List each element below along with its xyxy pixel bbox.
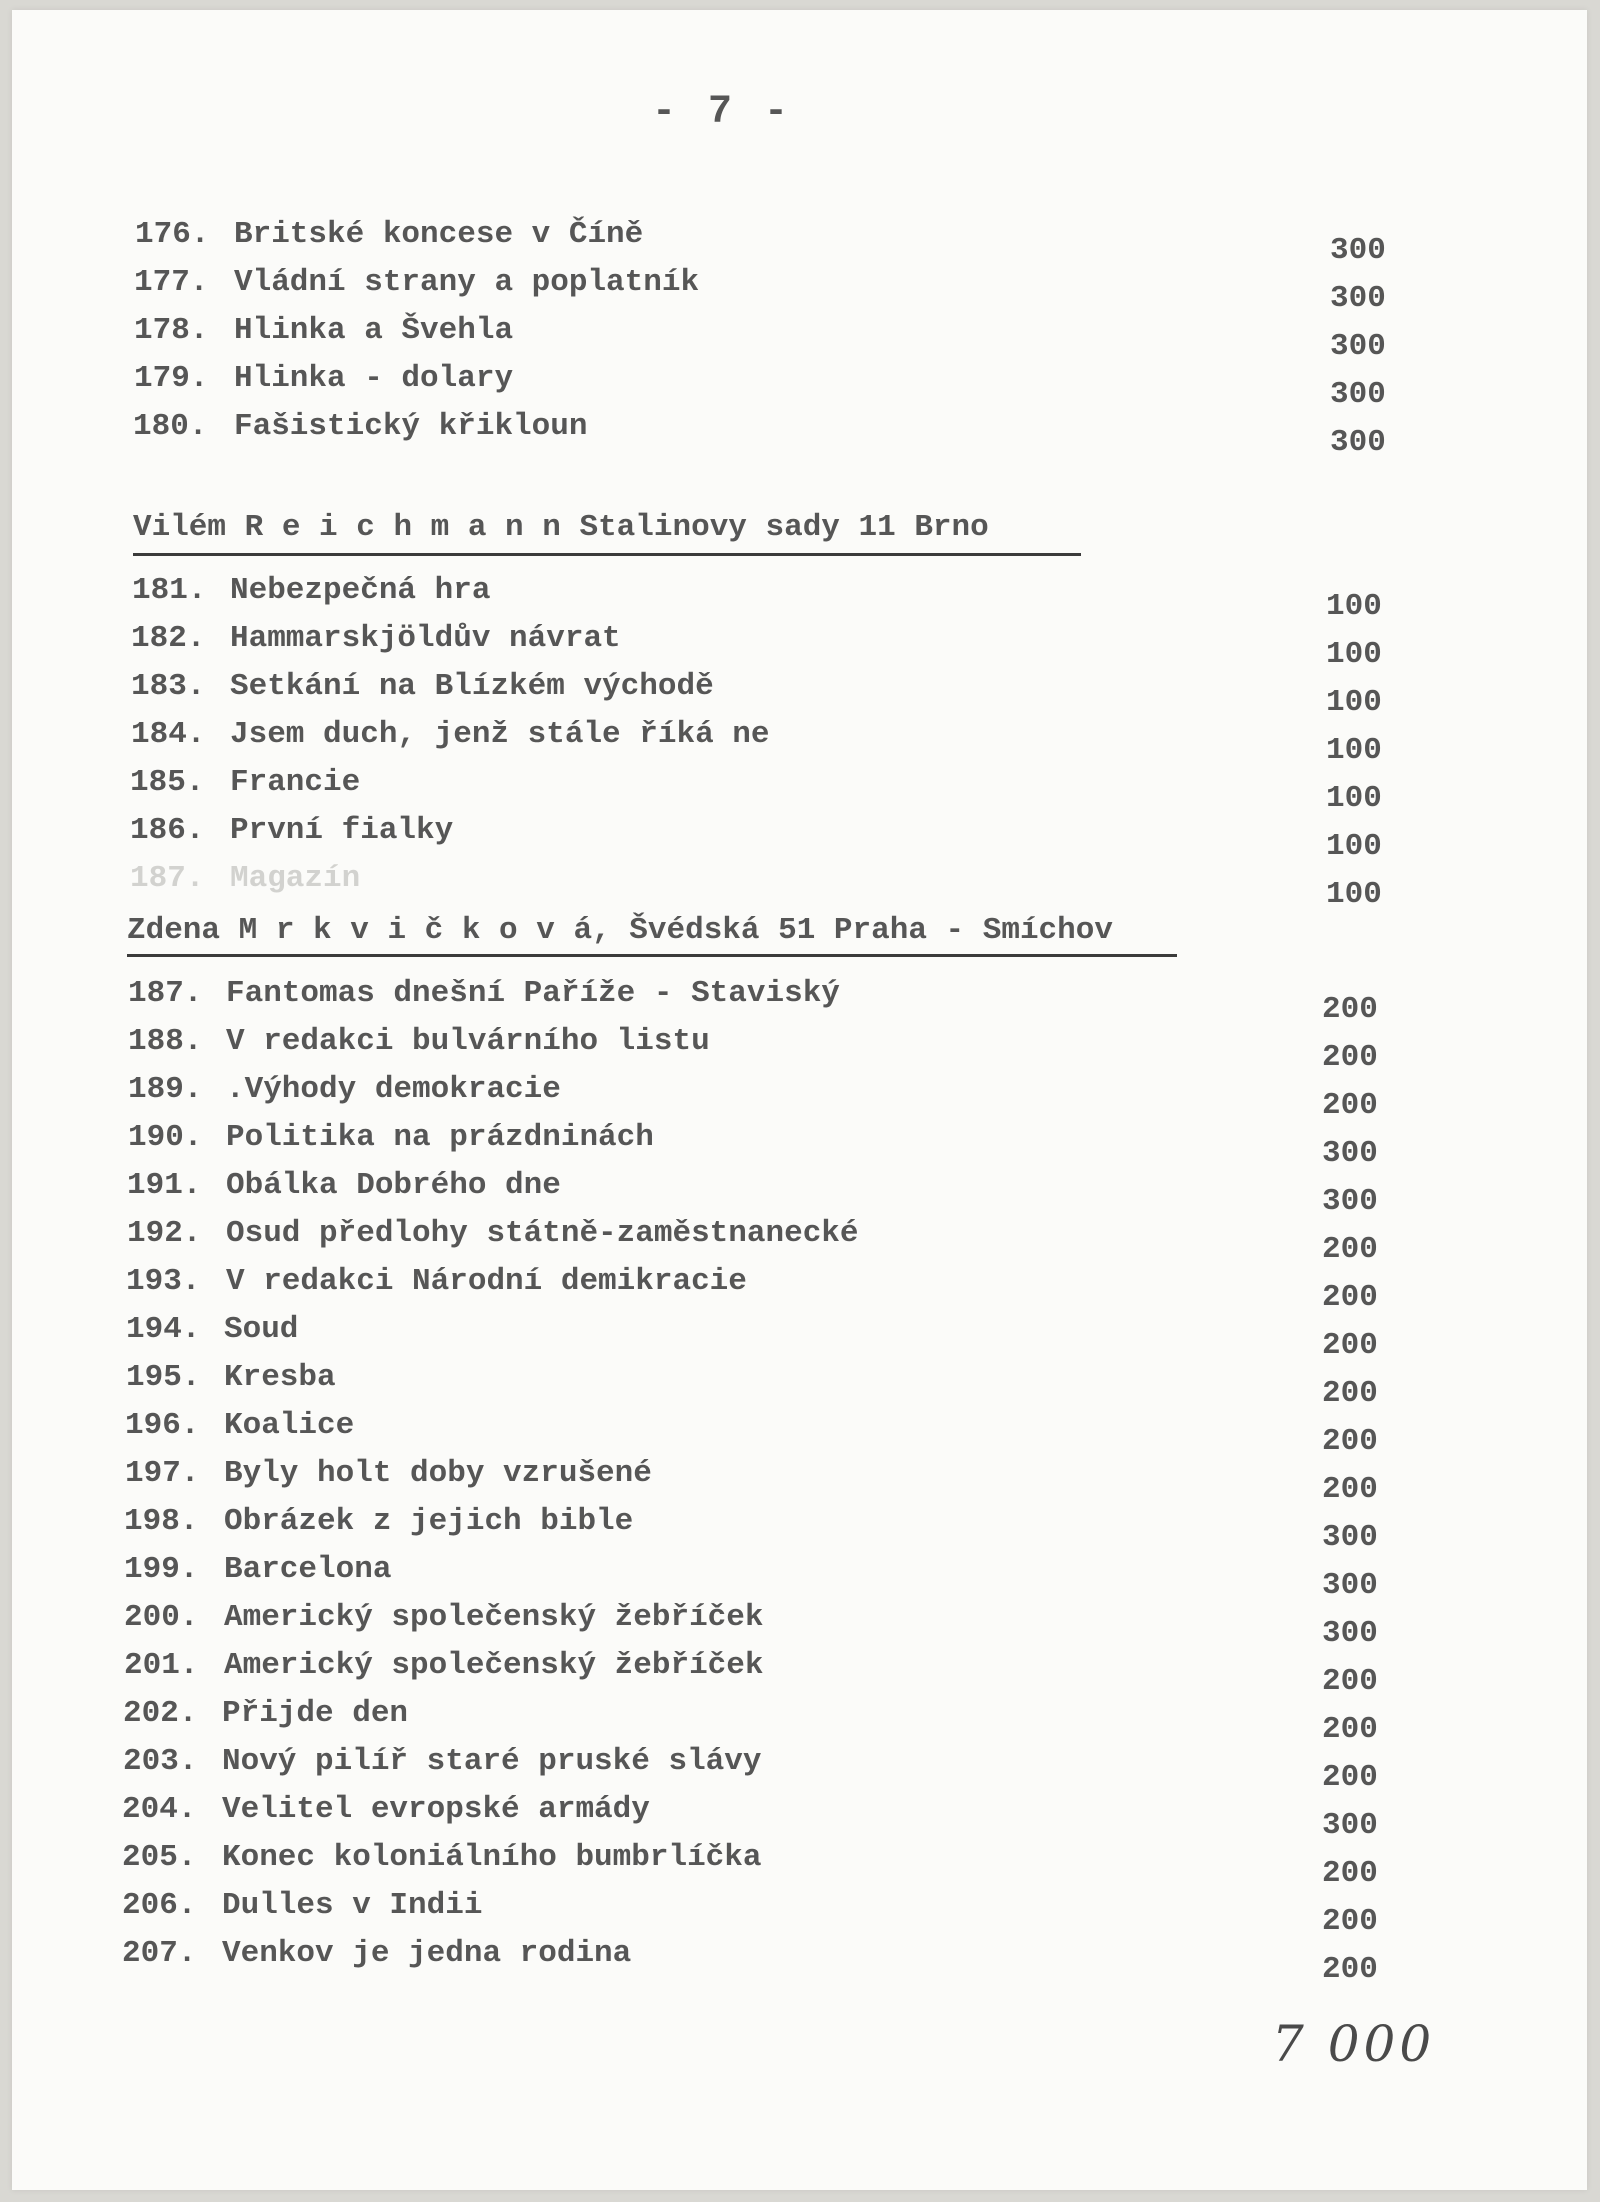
- entry-number: 177.: [134, 265, 209, 300]
- section-header-reichmann: Vilém R e i c h m a n n Stalinovy sady 11 Brno: [133, 510, 989, 545]
- list-item: [12, 621, 1587, 672]
- entry-amount: 200: [1322, 1904, 1378, 1939]
- entry-title: Dulles v Indii: [222, 1888, 483, 1923]
- list-item: [12, 1312, 1587, 1363]
- list-item: [12, 1168, 1587, 1219]
- list-item: [12, 313, 1587, 364]
- list-item: [12, 717, 1587, 768]
- entry-amount: 200: [1322, 992, 1378, 1027]
- list-item: [12, 976, 1587, 1027]
- entry-number: 195.: [126, 1360, 201, 1395]
- entry-title: .Výhody demokracie: [226, 1072, 561, 1107]
- entry-title: Obálka Dobrého dne: [226, 1168, 561, 1203]
- entry-number: 182.: [131, 621, 206, 656]
- entry-number: 199.: [124, 1552, 199, 1587]
- entry-title: Fašistický křikloun: [234, 409, 588, 444]
- entry-amount: 300: [1322, 1808, 1378, 1843]
- entry-amount: 200: [1322, 1280, 1378, 1315]
- list-item: [12, 361, 1587, 412]
- list-item: [12, 861, 1587, 912]
- list-item: [12, 1456, 1587, 1507]
- entry-amount: 200: [1322, 1424, 1378, 1459]
- entry-amount: 100: [1326, 733, 1382, 768]
- entry-number: 197.: [125, 1456, 200, 1491]
- entry-title: Konec koloniálního bumbrlíčka: [222, 1840, 762, 1875]
- entry-number: 191.: [127, 1168, 202, 1203]
- list-item: [12, 1360, 1587, 1411]
- entry-amount: 200: [1322, 1376, 1378, 1411]
- entry-number: 194.: [126, 1312, 201, 1347]
- list-item: [12, 669, 1587, 720]
- entry-number: 204.: [122, 1792, 197, 1827]
- entry-amount: 300: [1330, 281, 1386, 316]
- entry-number: 186.: [130, 813, 205, 848]
- entry-amount: 200: [1322, 1472, 1378, 1507]
- page-number: - 7 -: [652, 90, 793, 135]
- list-item: [12, 1120, 1587, 1171]
- list-item: [12, 1552, 1587, 1603]
- section-header-mrkvickova: Zdena M r k v i č k o v á, Švédská 51 Praha - Smíchov: [127, 913, 1113, 948]
- entry-amount: 300: [1322, 1616, 1378, 1651]
- entry-number: 180.: [133, 409, 208, 444]
- list-item: [12, 1888, 1587, 1939]
- entry-number: 200.: [124, 1600, 199, 1635]
- entry-amount: 300: [1330, 233, 1386, 268]
- entry-number: 190.: [128, 1120, 203, 1155]
- entry-amount: 300: [1322, 1520, 1378, 1555]
- list-item: [12, 1216, 1587, 1267]
- entry-amount: 200: [1322, 1952, 1378, 1987]
- entry-number: 185.: [130, 765, 205, 800]
- entry-amount: 200: [1322, 1040, 1378, 1075]
- document-page: [12, 10, 1587, 2190]
- entry-title: V redakci Národní demikracie: [226, 1264, 747, 1299]
- entry-title: Hlinka a Švehla: [234, 313, 514, 348]
- list-item: [12, 1840, 1587, 1891]
- entry-title: Osud předlohy státně-zaměstnanecké: [226, 1216, 859, 1251]
- entry-amount: 300: [1330, 329, 1386, 364]
- list-item: [12, 1648, 1587, 1699]
- entry-title: Soud: [224, 1312, 299, 1347]
- entries-list: [12, 10, 1587, 2190]
- list-item: [12, 573, 1587, 624]
- entry-title: Magazín: [230, 861, 361, 896]
- entry-number: 205.: [122, 1840, 197, 1875]
- list-item: [12, 217, 1587, 268]
- entry-title: Kresba: [224, 1360, 336, 1395]
- entry-number: 192.: [127, 1216, 202, 1251]
- entry-title: V redakci bulvárního listu: [226, 1024, 710, 1059]
- entry-title: Přijde den: [222, 1696, 409, 1731]
- entry-number: 184.: [131, 717, 206, 752]
- entry-number: 207.: [122, 1936, 197, 1971]
- entry-number: 188.: [128, 1024, 203, 1059]
- entry-number: 187.: [130, 861, 205, 896]
- list-item: [12, 1024, 1587, 1075]
- entry-title: Hammarskjöldův návrat: [230, 621, 621, 656]
- list-item: [12, 1744, 1587, 1795]
- entry-amount: 100: [1326, 685, 1382, 720]
- entry-title: Francie: [230, 765, 361, 800]
- entry-amount: 200: [1322, 1232, 1378, 1267]
- entry-amount: 100: [1326, 877, 1382, 912]
- entry-number: 203.: [123, 1744, 198, 1779]
- entry-amount: 300: [1330, 425, 1386, 460]
- entry-title: Nebezpečná hra: [230, 573, 491, 608]
- entry-amount: 300: [1322, 1184, 1378, 1219]
- entry-number: 196.: [125, 1408, 200, 1443]
- entry-title: Britské koncese v Číně: [234, 217, 644, 252]
- entry-amount: 300: [1322, 1568, 1378, 1603]
- list-item: [12, 1600, 1587, 1651]
- list-item: [12, 1408, 1587, 1459]
- list-item: [12, 1696, 1587, 1747]
- entry-title: Jsem duch, jenž stále říká ne: [230, 717, 770, 752]
- entry-amount: 200: [1322, 1712, 1378, 1747]
- entry-number: 179.: [134, 361, 209, 396]
- entry-number: 206.: [122, 1888, 197, 1923]
- entry-amount: 100: [1326, 637, 1382, 672]
- section-underline: [133, 553, 1081, 556]
- list-item: [12, 765, 1587, 816]
- entry-number: 201.: [124, 1648, 199, 1683]
- entry-amount: 100: [1326, 781, 1382, 816]
- entry-title: Setkání na Blízkém východě: [230, 669, 714, 704]
- entry-number: 202.: [123, 1696, 198, 1731]
- entry-title: Koalice: [224, 1408, 355, 1443]
- entry-amount: 100: [1326, 829, 1382, 864]
- entry-title: Fantomas dnešní Paříže - Staviský: [226, 976, 840, 1011]
- handwritten-total: 7 000: [1272, 2015, 1436, 2073]
- entry-number: 183.: [131, 669, 206, 704]
- entry-number: 178.: [134, 313, 209, 348]
- entry-amount: 200: [1322, 1760, 1378, 1795]
- entry-title: Politika na prázdninách: [226, 1120, 654, 1155]
- list-item: [12, 1504, 1587, 1555]
- entry-amount: 200: [1322, 1328, 1378, 1363]
- entry-number: 181.: [132, 573, 207, 608]
- entry-number: 189.: [128, 1072, 203, 1107]
- entry-title: Vládní strany a poplatník: [234, 265, 700, 300]
- entry-title: Hlinka - dolary: [234, 361, 514, 396]
- list-item: [12, 1264, 1587, 1315]
- entry-title: Venkov je jedna rodina: [222, 1936, 632, 1971]
- entry-title: První fialky: [230, 813, 454, 848]
- entry-number: 176.: [135, 217, 210, 252]
- list-item: [12, 1072, 1587, 1123]
- entry-amount: 200: [1322, 1856, 1378, 1891]
- list-item: [12, 1792, 1587, 1843]
- entry-title: Americký společenský žebříček: [224, 1648, 764, 1683]
- entry-amount: 200: [1322, 1664, 1378, 1699]
- entry-title: Nový pilíř staré pruské slávy: [222, 1744, 762, 1779]
- entry-title: Barcelona: [224, 1552, 392, 1587]
- entry-title: Obrázek z jejich bible: [224, 1504, 634, 1539]
- entry-number: 193.: [126, 1264, 201, 1299]
- entry-amount: 300: [1322, 1136, 1378, 1171]
- entry-amount: 200: [1322, 1088, 1378, 1123]
- entry-amount: 300: [1330, 377, 1386, 412]
- list-item: [12, 813, 1587, 864]
- list-item: [12, 265, 1587, 316]
- list-item: [12, 409, 1587, 460]
- section-underline: [127, 954, 1177, 957]
- entry-title: Americký společenský žebříček: [224, 1600, 764, 1635]
- entry-amount: 100: [1326, 589, 1382, 624]
- entry-title: Byly holt doby vzrušené: [224, 1456, 652, 1491]
- list-item: [12, 1936, 1587, 1987]
- entry-title: Velitel evropské armády: [222, 1792, 650, 1827]
- entry-number: 198.: [124, 1504, 199, 1539]
- entry-number: 187.: [128, 976, 203, 1011]
